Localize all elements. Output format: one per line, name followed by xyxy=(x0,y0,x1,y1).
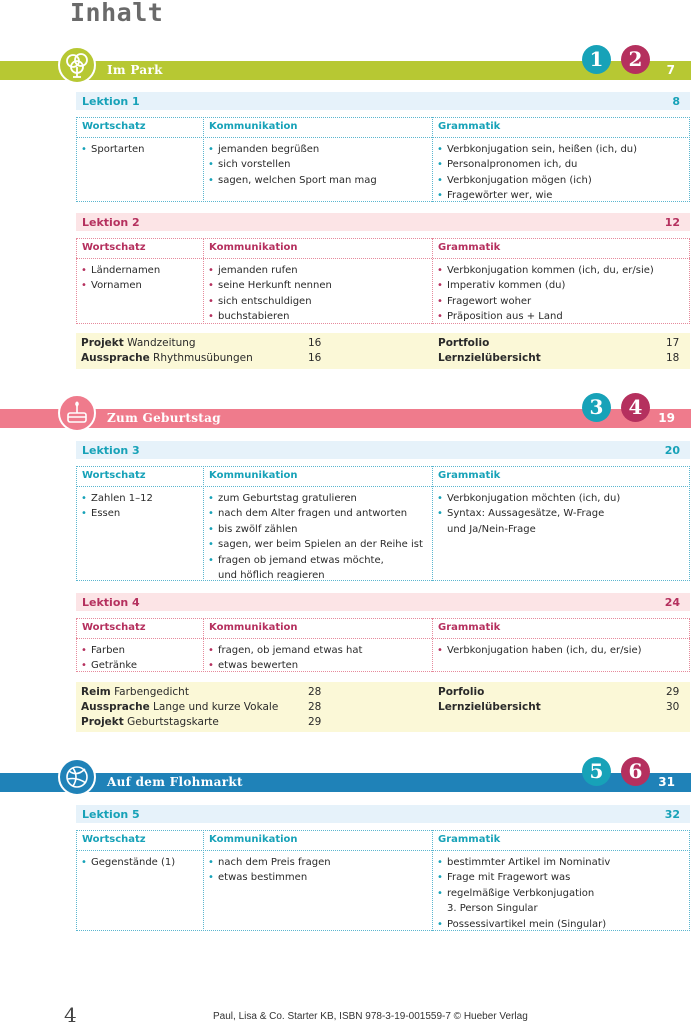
kommunikation-list xyxy=(207,855,331,886)
lektion-header xyxy=(76,441,690,459)
list-item: • seine Herkunft nennen xyxy=(207,278,332,293)
grammatik-list xyxy=(436,142,637,204)
grammatik-list xyxy=(436,491,620,537)
summary-key: Projekt xyxy=(81,337,124,349)
kommunikation-header: Kommunikation xyxy=(209,834,298,845)
grammatik-list xyxy=(436,643,642,658)
section-title: Auf dem Flohmarkt xyxy=(107,775,243,789)
list-item: • sagen, wer beim Spielen an der Reihe ist xyxy=(207,537,423,552)
lesson-circle-5: 5 xyxy=(582,757,611,786)
summary-value: Wandzeitung xyxy=(127,337,196,349)
kommunikation-list xyxy=(207,263,332,325)
summary-value: Geburtstagskarte xyxy=(127,716,219,728)
list-item: und Ja/Nein-Frage xyxy=(447,523,536,535)
lektion-page: 24 xyxy=(664,596,680,609)
summary-key: Portfolio xyxy=(438,337,490,349)
lesson-circle-2: 2 xyxy=(621,45,650,74)
tree-icon xyxy=(58,46,96,84)
kommunikation-header: Kommunikation xyxy=(209,121,298,132)
list-item: • nach dem Alter fragen und antworten xyxy=(207,506,423,521)
lektion-table xyxy=(76,618,690,672)
section-page: 19 xyxy=(658,411,675,425)
lektion-title: Lektion 3 xyxy=(82,444,140,457)
page-number: 4 xyxy=(64,1003,77,1027)
wortschatz-header: Wortschatz xyxy=(82,834,146,845)
list-item: • Farben xyxy=(80,643,137,658)
list-item: • Präposition aus + Land xyxy=(436,309,654,324)
lektion-table xyxy=(76,466,690,581)
list-item: • Verbkonjugation sein, heißen (ich, du) xyxy=(436,142,637,157)
list-item: • fragen, ob jemand etwas hat xyxy=(207,643,362,658)
list-item: • jemanden begrüßen xyxy=(207,142,377,157)
list-item: • etwas bestimmen xyxy=(207,870,331,885)
footer-copyright: Paul, Lisa & Co. Starter KB, ISBN 978-3-19-001559-7 © Hueber Verlag xyxy=(213,1011,528,1022)
wortschatz-header: Wortschatz xyxy=(82,470,146,481)
list-item: • etwas bewerten xyxy=(207,658,362,673)
lesson-circle-1: 1 xyxy=(582,45,611,74)
lektion-title: Lektion 2 xyxy=(82,216,140,229)
list-item: • jemanden rufen xyxy=(207,263,332,278)
list-item: • Ländernamen xyxy=(80,263,160,278)
list-item: • Frage mit Fragewort was xyxy=(436,870,610,885)
ball-icon xyxy=(58,758,96,796)
summary-key: Reim xyxy=(81,686,111,698)
grammatik-header: Grammatik xyxy=(438,470,501,481)
summary-page: 16 xyxy=(308,352,322,364)
wortschatz-list xyxy=(80,643,137,674)
lektion-header xyxy=(76,92,690,110)
section-title: Im Park xyxy=(107,63,163,77)
wortschatz-list xyxy=(80,855,175,870)
summary-page: 29 xyxy=(308,716,322,728)
list-item: • sich entschuldigen xyxy=(207,294,332,309)
lektion-header xyxy=(76,805,690,823)
summary-value: Farbengedicht xyxy=(114,686,189,698)
lektion-header xyxy=(76,213,690,231)
list-item: • Gegenstände (1) xyxy=(80,855,175,870)
summary-page: 17 xyxy=(666,337,680,349)
list-item: • Fragewort woher xyxy=(436,294,654,309)
list-item: • Verbkonjugation kommen (ich, du, er/sie) xyxy=(436,263,654,278)
summary-key: Lernzielübersicht xyxy=(438,352,541,364)
wortschatz-list xyxy=(80,263,160,294)
list-item: • zum Geburtstag gratulieren xyxy=(207,491,423,506)
summary-page: 18 xyxy=(666,352,680,364)
kommunikation-list xyxy=(207,491,423,583)
list-item: • buchstabieren xyxy=(207,309,332,324)
lesson-circle-3: 3 xyxy=(582,393,611,422)
grammatik-header: Grammatik xyxy=(438,242,501,253)
cake-icon xyxy=(58,394,96,432)
grammatik-list xyxy=(436,263,654,325)
list-item: • Sportarten xyxy=(80,142,145,157)
list-item: • Personalpronomen ich, du xyxy=(436,157,637,172)
wortschatz-header: Wortschatz xyxy=(82,622,146,633)
list-item: • bis zwölf zählen xyxy=(207,522,423,537)
list-item: • Zahlen 1–12 xyxy=(80,491,153,506)
list-item: • Getränke xyxy=(80,658,137,673)
lektion-page: 12 xyxy=(664,216,680,229)
lektion-table xyxy=(76,238,690,324)
lektion-title: Lektion 5 xyxy=(82,808,140,821)
summary-key: Aussprache xyxy=(81,701,150,713)
grammatik-header: Grammatik xyxy=(438,834,501,845)
list-item: • Verbkonjugation möchten (ich, du) xyxy=(436,491,620,506)
kommunikation-list xyxy=(207,142,377,188)
summary-key: Lernzielübersicht xyxy=(438,701,541,713)
lektion-table xyxy=(76,830,690,931)
list-item: • Possessivartikel mein (Singular) xyxy=(436,917,610,932)
section-page: 31 xyxy=(658,775,675,789)
kommunikation-header: Kommunikation xyxy=(209,242,298,253)
list-item: und höflich reagieren xyxy=(218,570,325,582)
list-item: • Fragewörter wer, wie xyxy=(436,188,637,203)
summary-page: 28 xyxy=(308,701,322,713)
kommunikation-header: Kommunikation xyxy=(209,470,298,481)
summary-page: 28 xyxy=(308,686,322,698)
list-item: • Verbkonjugation mögen (ich) xyxy=(436,173,637,188)
summary-value: Rhythmusübungen xyxy=(153,352,253,364)
section-summary xyxy=(76,682,690,732)
wortschatz-list xyxy=(80,142,145,157)
list-item: • Imperativ kommen (du) xyxy=(436,278,654,293)
summary-key: Projekt xyxy=(81,716,124,728)
wortschatz-list xyxy=(80,491,153,522)
lektion-page: 32 xyxy=(664,808,680,821)
grammatik-header: Grammatik xyxy=(438,622,501,633)
lektion-page: 8 xyxy=(672,95,680,108)
list-item: 3. Person Singular xyxy=(447,903,538,915)
list-item: • fragen ob jemand etwas möchte, xyxy=(207,553,423,568)
grammatik-list xyxy=(436,855,610,932)
summary-value: Lange und kurze Vokale xyxy=(153,701,279,713)
list-item: • Essen xyxy=(80,506,153,521)
summary-page: 16 xyxy=(308,337,322,349)
list-item: • Vornamen xyxy=(80,278,160,293)
wortschatz-header: Wortschatz xyxy=(82,242,146,253)
wortschatz-header: Wortschatz xyxy=(82,121,146,132)
list-item: • sich vorstellen xyxy=(207,157,377,172)
kommunikation-header: Kommunikation xyxy=(209,622,298,633)
section-page: 7 xyxy=(666,63,675,77)
list-item: • bestimmter Artikel im Nominativ xyxy=(436,855,610,870)
page-title: Inhalt xyxy=(70,0,164,27)
grammatik-header: Grammatik xyxy=(438,121,501,132)
lektion-page: 20 xyxy=(664,444,680,457)
list-item: • regelmäßige Verbkonjugation xyxy=(436,886,610,901)
lesson-circle-4: 4 xyxy=(621,393,650,422)
summary-page: 30 xyxy=(666,701,680,713)
lektion-table xyxy=(76,117,690,202)
section-title: Zum Geburtstag xyxy=(107,411,221,425)
lektion-header xyxy=(76,593,690,611)
lektion-title: Lektion 1 xyxy=(82,95,140,108)
kommunikation-list xyxy=(207,643,362,674)
section-summary xyxy=(76,333,690,369)
lektion-title: Lektion 4 xyxy=(82,596,140,609)
list-item: • nach dem Preis fragen xyxy=(207,855,331,870)
list-item: • Syntax: Aussagesätze, W-Frage xyxy=(436,506,620,521)
summary-key: Porfolio xyxy=(438,686,485,698)
summary-key: Aussprache xyxy=(81,352,150,364)
list-item: • Verbkonjugation haben (ich, du, er/sie) xyxy=(436,643,642,658)
summary-page: 29 xyxy=(666,686,680,698)
list-item: • sagen, welchen Sport man mag xyxy=(207,173,377,188)
lesson-circle-6: 6 xyxy=(621,757,650,786)
